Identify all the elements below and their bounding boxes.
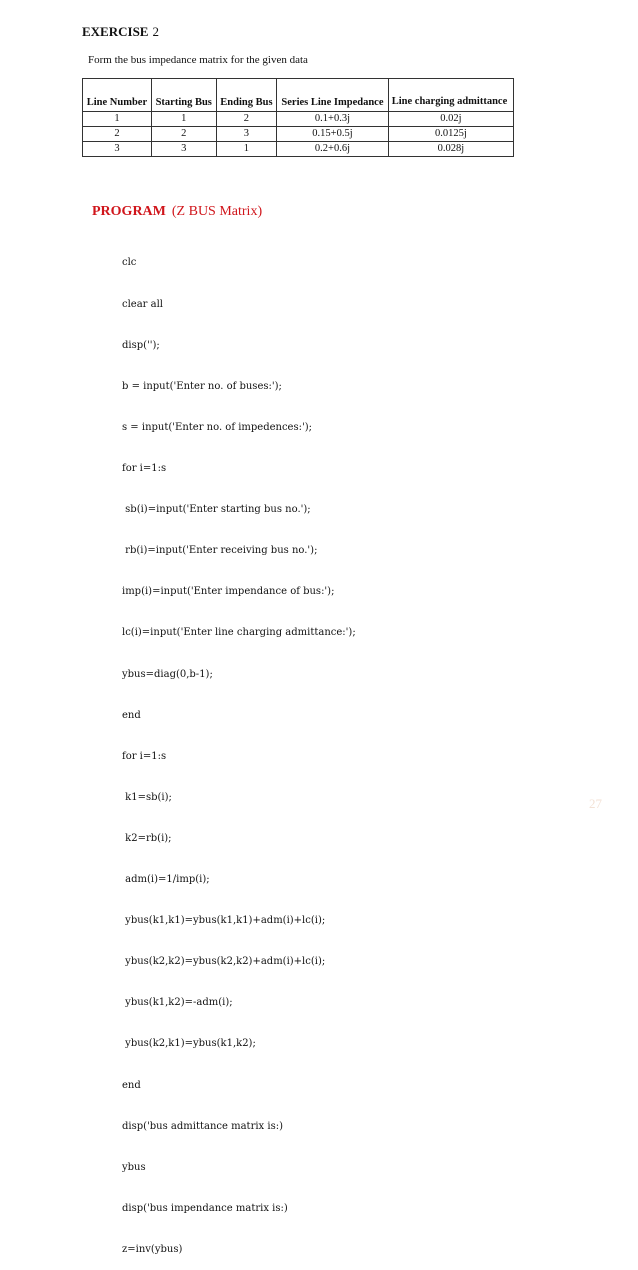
code-line: for i=1:s xyxy=(122,750,167,762)
exercise-heading xyxy=(82,24,159,40)
task-statement: Form the bus impedance matrix for the given data xyxy=(88,54,308,66)
exercise-label: EXERCISE xyxy=(82,24,149,39)
code-line: end xyxy=(122,1079,141,1091)
page-number: 27 xyxy=(589,796,602,811)
code-line: ybus(k2,k2)=ybus(k2,k2)+adm(i)+lc(i); xyxy=(122,956,326,968)
cell-starting-bus: 2 xyxy=(151,127,216,142)
header-starting-bus: Starting Bus xyxy=(151,79,216,112)
table-row xyxy=(83,127,514,142)
cell-series-impedance: 0.15+0.5j xyxy=(277,127,389,142)
cell-line-charging: 0.028j xyxy=(388,142,513,157)
cell-line-charging: 0.02j xyxy=(388,112,513,127)
header-series-impedance: Series Line Impedance xyxy=(277,79,389,112)
header-ending-bus: Ending Bus xyxy=(216,79,277,112)
code-line: ybus=diag(0,b-1); xyxy=(122,668,213,680)
code-line: lc(i)=input('Enter line charging admittance:'); xyxy=(122,627,356,639)
code-line: imp(i)=input('Enter impendance of bus:'); xyxy=(122,586,335,598)
code-line: disp('bus admittance matrix is:) xyxy=(122,1120,283,1132)
code-listing xyxy=(122,229,356,1270)
cell-ending-bus: 1 xyxy=(216,142,277,157)
cell-starting-bus: 1 xyxy=(151,112,216,127)
code-line: b = input('Enter no. of buses:'); xyxy=(122,380,282,392)
code-line: k2=rb(i); xyxy=(122,832,172,844)
cell-line-charging: 0.0125j xyxy=(388,127,513,142)
program-heading xyxy=(92,204,262,220)
cell-series-impedance: 0.2+0.6j xyxy=(277,142,389,157)
code-line: ybus(k1,k1)=ybus(k1,k1)+adm(i)+lc(i); xyxy=(122,915,326,927)
cell-ending-bus: 3 xyxy=(216,127,277,142)
line-data-table xyxy=(82,78,514,157)
code-line: z=inv(ybus) xyxy=(122,1244,183,1256)
cell-starting-bus: 3 xyxy=(151,142,216,157)
table-header-row xyxy=(83,79,514,112)
cell-line-number: 2 xyxy=(83,127,152,142)
code-line: k1=sb(i); xyxy=(122,791,172,803)
code-line: disp(''); xyxy=(122,339,160,351)
table-row xyxy=(83,112,514,127)
program-title: PROGRAM xyxy=(92,204,166,219)
code-line: ybus xyxy=(122,1161,146,1173)
code-line: s = input('Enter no. of impedences:'); xyxy=(122,421,312,433)
code-line: for i=1:s xyxy=(122,462,167,474)
header-line-charging: Line charging admittance xyxy=(388,79,513,112)
header-line-number: Line Number xyxy=(83,79,152,112)
exercise-number: 2 xyxy=(152,24,159,39)
code-line: clc xyxy=(122,257,137,269)
code-line: ybus(k2,k1)=ybus(k1,k2); xyxy=(122,1038,256,1050)
cell-line-number: 1 xyxy=(83,112,152,127)
cell-line-number: 3 xyxy=(83,142,152,157)
code-line: disp('bus impendance matrix is:) xyxy=(122,1202,288,1214)
program-subtitle: (Z BUS Matrix) xyxy=(171,204,263,219)
code-line: rb(i)=input('Enter receiving bus no.'); xyxy=(122,545,318,557)
code-line: adm(i)=1/imp(i); xyxy=(122,874,210,886)
cell-ending-bus: 2 xyxy=(216,112,277,127)
code-line: end xyxy=(122,709,141,721)
code-line: clear all xyxy=(122,298,163,310)
cell-series-impedance: 0.1+0.3j xyxy=(277,112,389,127)
code-line: ybus(k1,k2)=-adm(i); xyxy=(122,997,233,1009)
code-line: sb(i)=input('Enter starting bus no.'); xyxy=(122,504,311,516)
table-row xyxy=(83,142,514,157)
